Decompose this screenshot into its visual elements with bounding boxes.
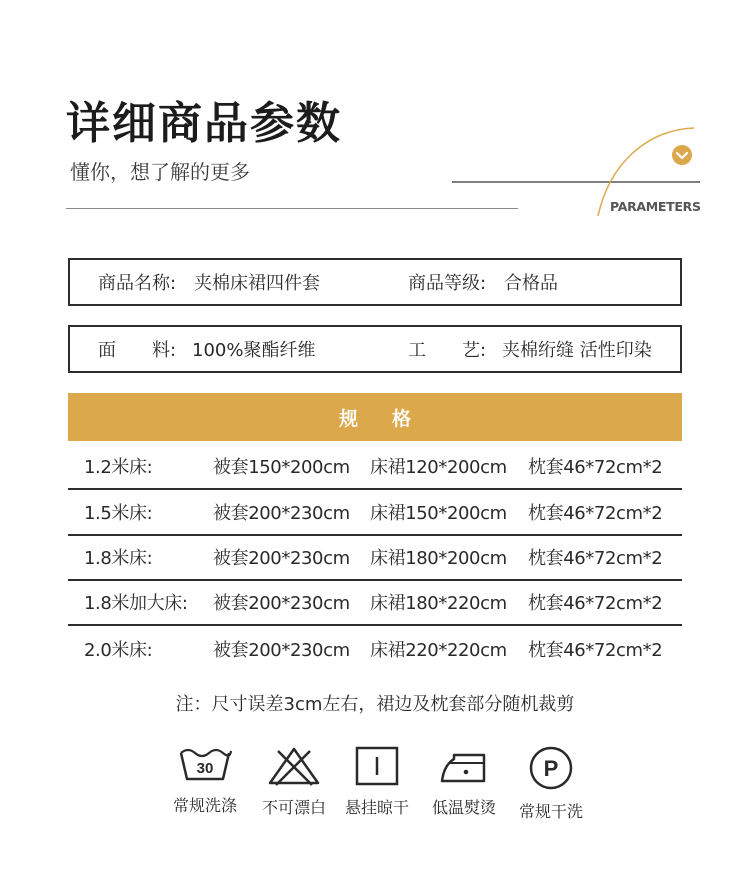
dry-clean-letter: P [543,756,559,781]
care-item-iron [421,745,507,818]
row-skirt: 床裙120*200cm [370,457,507,478]
care-label: 常规洗涤 [172,796,237,815]
size-note: 注：尺寸误差3cm左右，裙边及枕套部分随机裁剪 [175,694,575,715]
care-item-bleach [251,745,337,818]
row-duvet: 被套200*230cm [213,640,350,661]
care-label: 低温熨烫 [431,798,496,817]
care-label: 不可漂白 [261,798,326,817]
row-skirt: 床裙220*220cm [370,640,507,661]
row-skirt: 床裙150*200cm [370,503,507,524]
care-label: 悬挂晾干 [344,798,409,817]
row-size: 1.8米床: [84,548,153,569]
row-pillow: 枕套46*72cm*2 [528,593,663,614]
table-row [68,490,682,536]
row-duvet: 被套200*230cm [213,548,350,569]
page-title: 详细商品参数 [66,98,342,149]
craft-label: 工 艺: [408,340,487,361]
care-item-hang-dry [334,745,420,818]
care-item-wash [162,745,248,816]
row-size: 1.5米床: [84,503,153,524]
row-pillow: 枕套46*72cm*2 [528,457,663,478]
row-size: 2.0米床: [84,640,153,661]
row-pillow: 枕套46*72cm*2 [528,503,663,524]
care-item-dry-clean [508,745,594,822]
info-box-material-craft [68,325,682,373]
row-size: 1.2米床: [84,457,153,478]
page-subtitle: 懂你，想了解的更多 [70,160,250,184]
table-row [68,626,682,672]
parameters-badge: PARAMETERS [610,199,701,214]
low-iron-icon [436,745,492,787]
row-size: 1.8米加大床: [84,593,188,614]
row-skirt: 床裙180*220cm [370,593,507,614]
no-bleach-icon [266,745,322,787]
row-pillow: 枕套46*72cm*2 [528,640,663,661]
material-label: 面 料: [98,340,177,361]
row-duvet: 被套200*230cm [213,503,350,524]
material-value: 100%聚酯纤维 [192,340,316,361]
hang-dry-icon [354,745,400,787]
product-grade-label: 商品等级: [408,273,487,294]
spec-header-label: 规格 [338,407,445,430]
table-row [68,535,682,581]
craft-value: 夹棉绗缝 活性印染 [502,340,652,361]
spec-table-header [68,393,682,441]
product-name-value: 夹棉床裙四件套 [194,273,320,294]
info-box-name-grade [68,258,682,306]
wash-30-icon [175,745,235,785]
dry-clean-p-icon [528,745,574,791]
chevron-down-icon [672,145,692,165]
table-row [68,444,682,490]
wash-temp: 30 [196,760,214,777]
care-label: 常规干洗 [518,802,583,821]
product-grade-value: 合格品 [504,273,558,294]
row-duvet: 被套200*230cm [213,593,350,614]
row-pillow: 枕套46*72cm*2 [528,548,663,569]
product-name-label: 商品名称: [98,273,177,294]
row-duvet: 被套150*200cm [213,457,350,478]
table-row [68,580,682,626]
row-skirt: 床裙180*200cm [370,548,507,569]
